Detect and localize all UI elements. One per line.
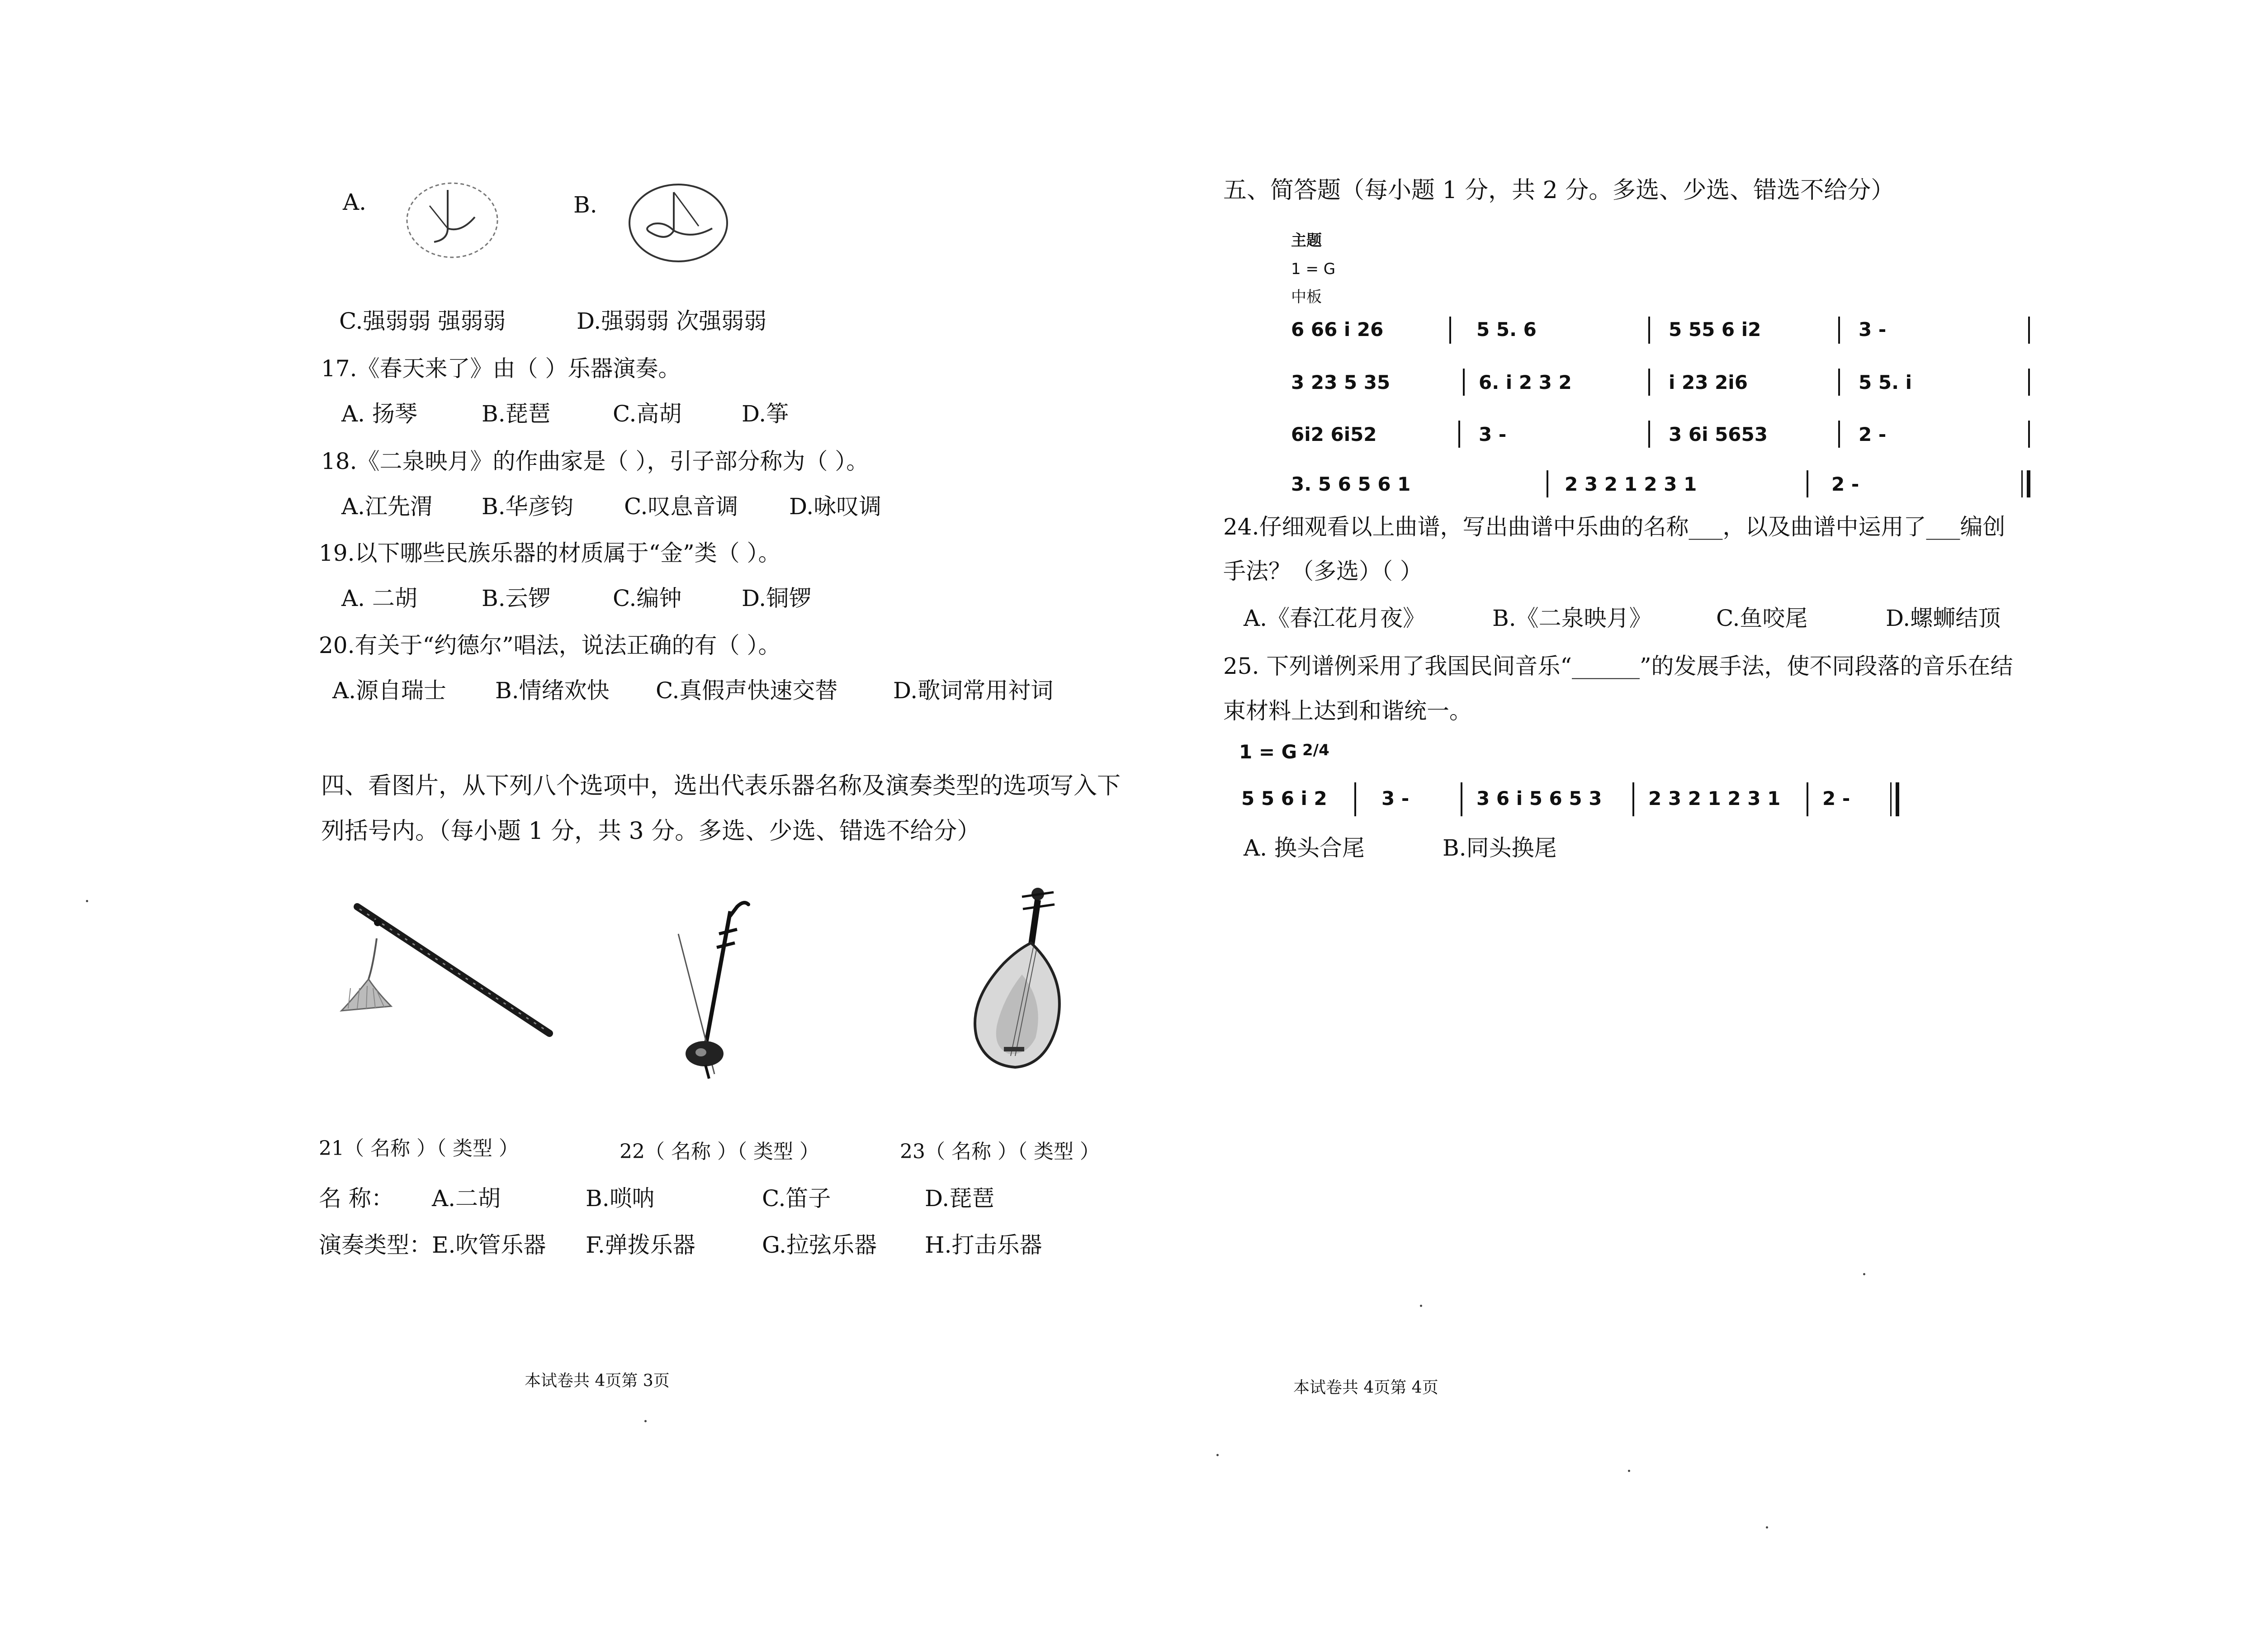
q17-option-a: A. 扬琴 — [341, 401, 417, 427]
score-row2-m1: 3 23 5 35 — [1291, 371, 1391, 393]
score-row2-m2: 6. i 2 3 2 — [1479, 371, 1572, 393]
score-row2-m3: i 23 2i6 — [1669, 371, 1748, 393]
final-barline-thin — [1890, 782, 1892, 816]
q19-option-a: A. 二胡 — [341, 585, 417, 611]
q18-option-b: B.华彦钧 — [482, 493, 573, 520]
barline — [1449, 317, 1451, 344]
q20-option-b: B.情绪欢快 — [495, 677, 610, 704]
barline — [1461, 782, 1462, 816]
q24-line2: 手法？（多选）（ ） — [1223, 558, 1423, 584]
q17-option-b: B.琵琶 — [482, 401, 551, 427]
q25-key: 1 = G — [1239, 741, 1297, 763]
type-option-e: E.吹管乐器 — [432, 1232, 546, 1258]
barline — [2028, 421, 2030, 448]
barline — [1807, 470, 1808, 497]
score-row3-m2: 3 - — [1479, 423, 1507, 445]
barline — [1648, 317, 1650, 344]
barline — [1632, 782, 1634, 816]
scan-speck — [1628, 1470, 1630, 1472]
barline — [2028, 317, 2030, 344]
section4-heading-line1: 四、看图片，从下列八个选项中，选出代表乐器名称及演奏类型的选项写入下 — [321, 772, 1121, 800]
type-option-f: F.弹拨乐器 — [586, 1232, 695, 1258]
barline — [1648, 369, 1650, 396]
q20-option-c: C.真假声快速交替 — [656, 677, 838, 704]
q19-option-b: B.云锣 — [482, 585, 551, 611]
blank-23: 23（ 名称 ）（ 类型 ） — [900, 1140, 1100, 1163]
name-option-b: B.唢呐 — [586, 1185, 655, 1212]
dizi-flute-picture — [323, 898, 558, 1042]
score-title: 主题 — [1291, 232, 1322, 250]
barline — [1547, 470, 1548, 497]
names-row-label: 名 称： — [319, 1185, 394, 1212]
name-option-a: A.二胡 — [432, 1185, 501, 1212]
score-row4-m3: 2 - — [1831, 473, 1859, 495]
score-row1-m1: 6 66 i 26 — [1291, 318, 1384, 341]
q25-measure-3: 3 6 i 5 6 5 3 — [1476, 787, 1602, 809]
q24-option-c: C.鱼咬尾 — [1716, 605, 1808, 631]
q25-measure-5: 2 - — [1822, 787, 1850, 809]
barline — [1838, 369, 1840, 396]
type-option-h: H.打击乐器 — [925, 1232, 1042, 1258]
q16-option-d: D.强弱弱 次强弱弱 — [577, 308, 767, 334]
scan-speck — [1766, 1526, 1768, 1529]
score-row1-m3: 5 55 6 i2 — [1669, 318, 1761, 341]
final-barline-thick — [1896, 782, 1899, 816]
q25-measure-1: 5 5 6 i 2 — [1241, 787, 1327, 809]
score-row3-m1: 6i2 6i52 — [1291, 423, 1377, 445]
score-tempo: 中板 — [1291, 288, 1322, 306]
q18-option-a: A.江先渭 — [341, 493, 433, 520]
right-page-footer: 本试卷共 4页第 4页 — [1293, 1378, 1438, 1397]
conducting-pattern-b-icon — [624, 179, 733, 265]
score-row4-m1: 3. 5 6 5 6 1 — [1291, 473, 1411, 495]
q16-option-a-label: A. — [343, 189, 367, 215]
q24-option-d: D.螺蛳结顶 — [1886, 605, 2001, 631]
q20-option-a: A.源自瑞士 — [332, 677, 447, 704]
q25-measure-2: 3 - — [1381, 787, 1410, 809]
q25-option-a: A. 换头合尾 — [1244, 835, 1365, 861]
barline — [1838, 421, 1840, 448]
q19-option-d: D.铜锣 — [742, 585, 812, 611]
barline — [1463, 369, 1465, 396]
q17-option-d: D.筝 — [742, 401, 789, 427]
score-row1-m2: 5 5. 6 — [1476, 318, 1537, 341]
q16-option-c: C.强弱弱 强弱弱 — [339, 308, 506, 334]
section5-heading: 五、简答题（每小题 1 分，共 2 分。多选、少选、错选不给分） — [1223, 177, 1895, 204]
scan-speck — [644, 1420, 647, 1422]
types-row-label: 演奏类型： — [319, 1232, 432, 1258]
q24-option-b: B.《二泉映月》 — [1492, 605, 1652, 631]
barline — [1838, 317, 1840, 344]
section4-heading-line2: 列括号内。（每小题 1 分，共 3 分。多选、少选、错选不给分） — [321, 818, 981, 845]
score-key: 1 = G — [1291, 260, 1336, 278]
scan-speck — [1216, 1454, 1219, 1456]
q25-measure-4: 2 3 2 1 2 3 1 — [1648, 787, 1781, 809]
q16-option-b-label: B. — [573, 192, 597, 218]
barline — [1807, 782, 1808, 816]
q17-option-c: C.高胡 — [613, 401, 682, 427]
barline — [1458, 421, 1460, 448]
q25-option-b: B.同头换尾 — [1443, 835, 1557, 861]
blank-22: 22（ 名称 ）（ 类型 ） — [620, 1140, 819, 1163]
final-barline-thin — [2021, 470, 2023, 497]
q24-option-a: A.《春江花月夜》 — [1244, 605, 1426, 631]
scan-speck — [1863, 1273, 1865, 1275]
q18-option-c: C.叹息音调 — [624, 493, 738, 520]
score-row3-m4: 2 - — [1859, 423, 1887, 445]
q17-stem: 17.《春天来了》由（ ）乐器演奏。 — [321, 355, 681, 382]
q18-stem: 18.《二泉映月》的作曲家是（ ），引子部分称为（ ）。 — [321, 448, 869, 474]
type-option-g: G.拉弦乐器 — [762, 1232, 877, 1258]
q19-stem: 19.以下哪些民族乐器的材质属于“金”类（ ）。 — [319, 540, 781, 566]
name-option-c: C.笛子 — [762, 1185, 831, 1212]
blank-21: 21（ 名称 ）（ 类型 ） — [319, 1137, 519, 1160]
q25-time-signature: 2/4 — [1302, 741, 1329, 759]
barline — [1354, 782, 1356, 816]
name-option-d: D.琵琶 — [925, 1185, 995, 1212]
q25-line1: 25. 下列谱例采用了我国民间音乐“______”的发展手法，使不同段落的音乐在结 — [1223, 653, 2013, 679]
q20-option-d: D.歌词常用衬词 — [893, 677, 1054, 704]
score-row1-m4: 3 - — [1859, 318, 1887, 341]
score-row4-m2: 2 3 2 1 2 3 1 — [1565, 473, 1697, 495]
pipa-picture — [954, 884, 1081, 1079]
scan-speck — [86, 900, 88, 902]
conducting-pattern-a-icon — [402, 179, 502, 260]
q20-stem: 20.有关于“约德尔”唱法，说法正确的有（ ）。 — [319, 632, 781, 658]
q24-line1: 24.仔细观看以上曲谱，写出曲谱中乐曲的名称___，以及曲谱中运用了___编创 — [1223, 514, 2006, 540]
q25-line2: 束材料上达到和谐统一。 — [1223, 698, 1472, 724]
final-barline-thick — [2027, 470, 2030, 497]
erhu-picture — [651, 898, 769, 1088]
q18-option-d: D.咏叹调 — [789, 493, 882, 520]
score-row2-m4: 5 5. i — [1859, 371, 1912, 393]
barline — [2028, 369, 2030, 396]
q19-option-c: C.编钟 — [613, 585, 682, 611]
scan-speck — [1420, 1305, 1422, 1307]
left-page-footer: 本试卷共 4页第 3页 — [525, 1372, 670, 1390]
barline — [1648, 421, 1650, 448]
score-row3-m3: 3 6i 5653 — [1669, 423, 1768, 445]
